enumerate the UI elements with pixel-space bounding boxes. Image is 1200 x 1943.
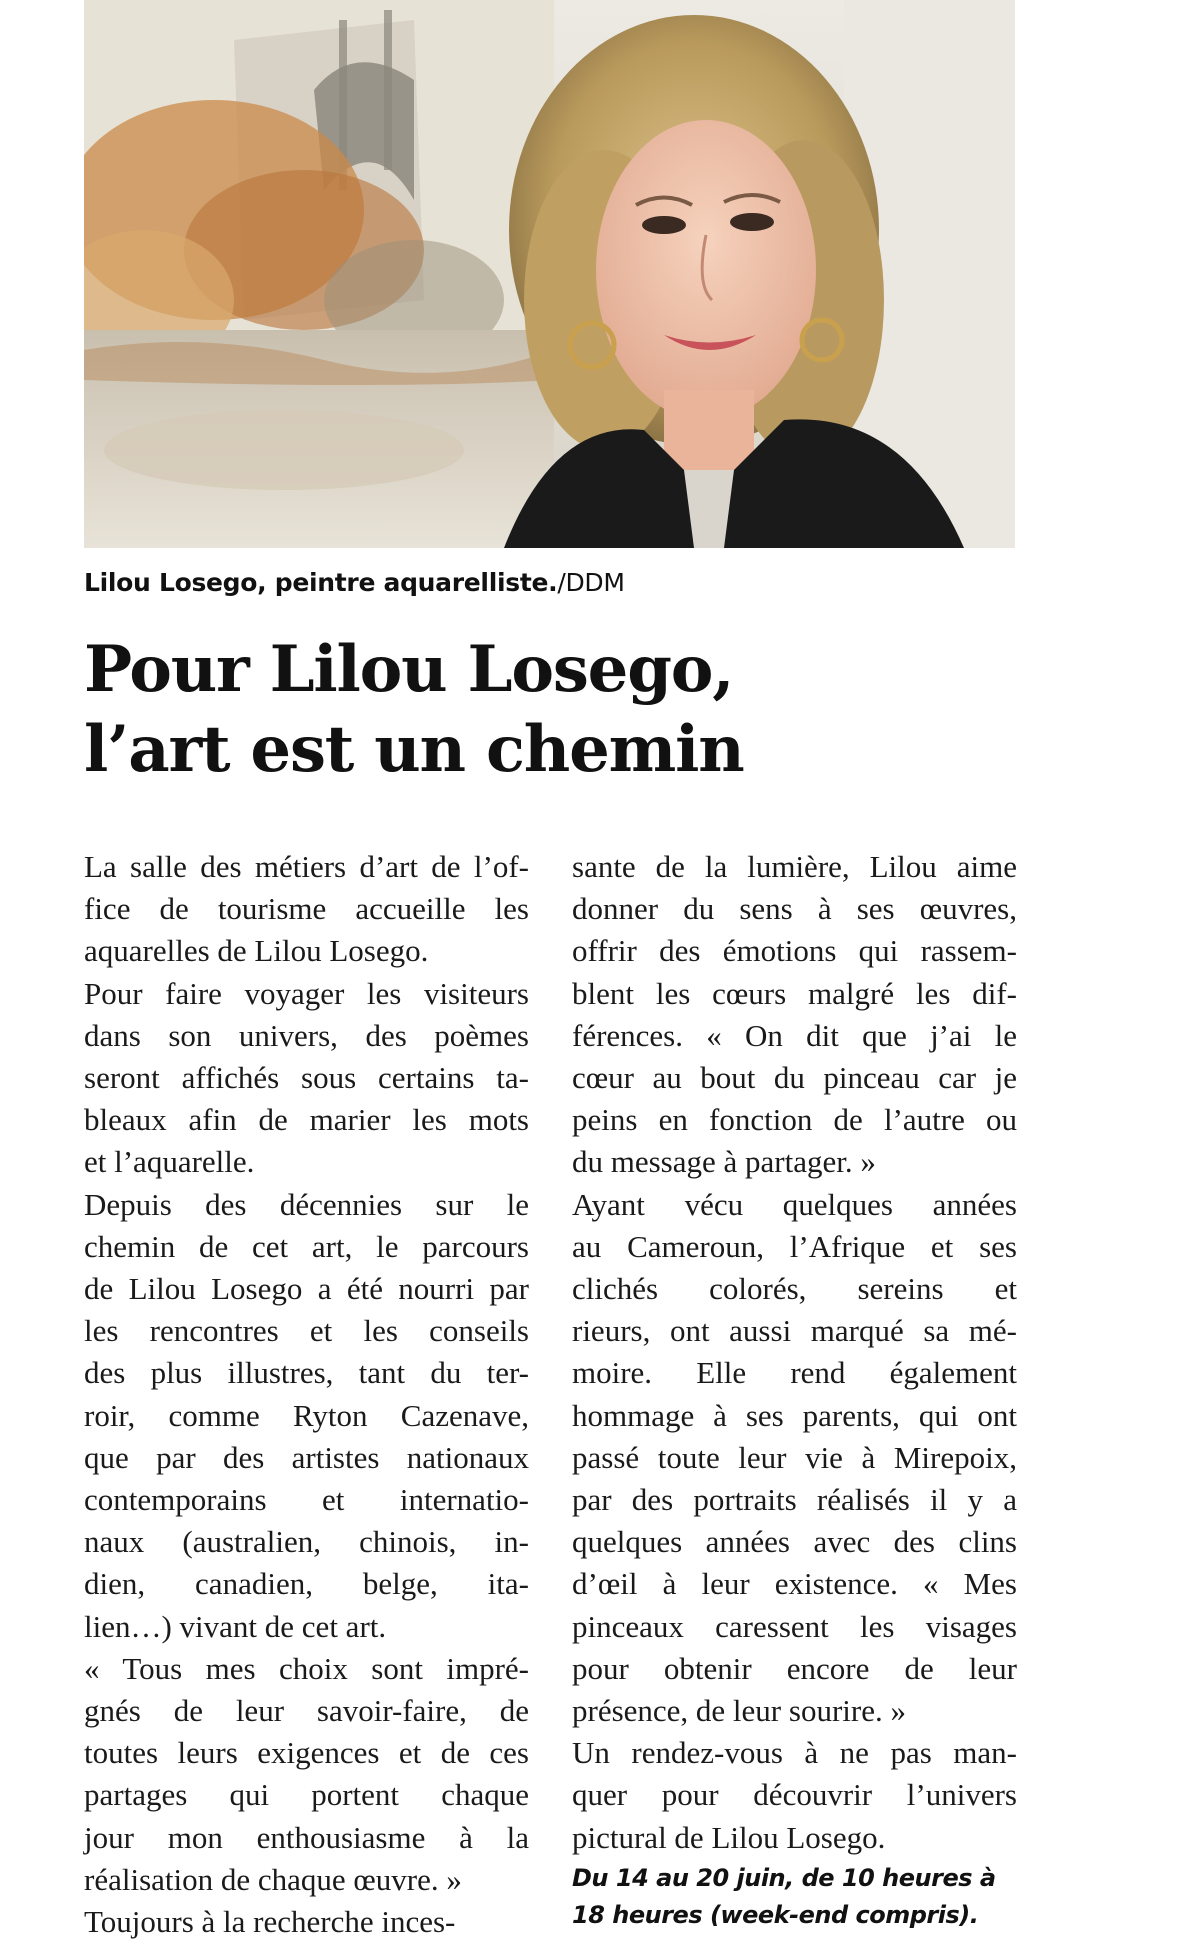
event-dates-line: Du 14 au 20 juin, de 10 heures à xyxy=(572,1864,996,1892)
body-text-line: seront affichés sous certains ta- xyxy=(84,1060,529,1096)
body-text-line: Depuis des décennies sur le xyxy=(84,1186,529,1222)
body-text-line: pinceaux caressent les visages xyxy=(572,1608,1017,1644)
caption-credit: /DDM xyxy=(557,568,625,597)
body-text-line: Ayant vécu quelques années xyxy=(572,1186,1017,1222)
body-text-line: contemporains et internatio- xyxy=(84,1482,529,1518)
body-text-line: clichés colorés, sereins et xyxy=(572,1271,1017,1307)
body-text-line: dans son univers, des poèmes xyxy=(84,1017,529,1053)
body-text-line: aquarelles de Lilou Losego. xyxy=(84,933,429,969)
body-text-line: La salle des métiers d’art de l’of- xyxy=(84,849,529,884)
headline-line: l’art est un chemin xyxy=(84,712,744,787)
body-text-line: donner du sens à ses œuvres, xyxy=(572,891,1017,927)
body-text-line: passé toute leur vie à Mirepoix, xyxy=(572,1439,1017,1475)
body-text-line: cœur au bout du pinceau car je xyxy=(572,1060,1017,1096)
body-text-line: dien, canadien, belge, ita- xyxy=(84,1566,529,1602)
body-text-line: gnés de leur savoir-faire, de xyxy=(84,1693,529,1729)
article-photo xyxy=(84,0,1015,548)
body-text-line: « Tous mes choix sont impré- xyxy=(84,1650,529,1686)
body-text-line: toutes leurs exigences et de ces xyxy=(84,1735,529,1771)
body-text-line: moire. Elle rend également xyxy=(572,1355,1017,1391)
body-text-line: fice de tourisme accueille les xyxy=(84,891,529,927)
body-text-line: quer pour découvrir l’univers xyxy=(572,1777,1017,1813)
article-headline xyxy=(84,630,1084,790)
body-text-line: d’œil à leur existence. « Mes xyxy=(572,1566,1017,1602)
body-text-line: peins en fonction de l’autre ou xyxy=(572,1102,1017,1138)
body-text-line: des plus illustres, tant du ter- xyxy=(84,1355,529,1391)
body-text-line: bleaux afin de marier les mots xyxy=(84,1102,529,1138)
body-text-line: férences. « On dit que j’ai le xyxy=(572,1017,1017,1053)
event-dates-line: 18 heures (week-end compris). xyxy=(572,1901,979,1929)
event-dates xyxy=(572,1860,1017,1934)
body-text-line: Pour faire voyager les visiteurs xyxy=(84,975,529,1011)
caption-text: Lilou Losego, peintre aquarelliste. xyxy=(84,568,558,597)
body-text-line: rieurs, ont aussi marqué sa mé- xyxy=(572,1313,1017,1349)
body-text-line: partages qui portent chaque xyxy=(84,1777,529,1813)
body-text-line: naux (australien, chinois, in- xyxy=(84,1524,529,1560)
article-column-left xyxy=(84,846,529,1943)
body-text-line: sante de la lumière, Lilou aime xyxy=(572,849,1017,884)
body-text-line: Toujours à la recherche inces- xyxy=(84,1904,456,1940)
body-text-line: que par des artistes nationaux xyxy=(84,1439,529,1475)
portrait-photo-illustration xyxy=(84,0,1015,548)
body-text-line: du message à partager. » xyxy=(572,1144,876,1180)
body-text-line: hommage à ses parents, qui ont xyxy=(572,1397,1017,1433)
body-text-line: présence, de leur sourire. » xyxy=(572,1693,906,1729)
body-text-line: quelques années avec des clins xyxy=(572,1524,1017,1560)
body-text-line: pour obtenir encore de leur xyxy=(572,1650,1017,1686)
body-text-line: de Lilou Losego a été nourri par xyxy=(84,1271,529,1307)
body-text-line: chemin de cet art, le parcours xyxy=(84,1228,529,1264)
article-column-right xyxy=(572,846,1017,1859)
body-text-line: roir, comme Ryton Cazenave, xyxy=(84,1397,529,1433)
body-text-line: jour mon enthousiasme à la xyxy=(84,1819,529,1855)
headline-line: Pour Lilou Losego, xyxy=(84,632,734,707)
body-text-line: pictural de Lilou Losego. xyxy=(572,1819,886,1855)
body-text-line: par des portraits réalisés il y a xyxy=(572,1482,1017,1518)
body-text-line: blent les cœurs malgré les dif- xyxy=(572,975,1017,1011)
body-text-line: réalisation de chaque œuvre. » xyxy=(84,1861,462,1897)
body-text-line: lien…) vivant de cet art. xyxy=(84,1608,387,1644)
body-text-line: offrir des émotions qui rassem- xyxy=(572,933,1017,969)
body-text-line: au Cameroun, l’Afrique et ses xyxy=(572,1228,1017,1264)
body-text-line: Un rendez-vous à ne pas man- xyxy=(572,1735,1017,1771)
photo-caption xyxy=(84,566,1015,600)
body-text-line: les rencontres et les conseils xyxy=(84,1313,529,1349)
body-text-line: et l’aquarelle. xyxy=(84,1144,255,1180)
